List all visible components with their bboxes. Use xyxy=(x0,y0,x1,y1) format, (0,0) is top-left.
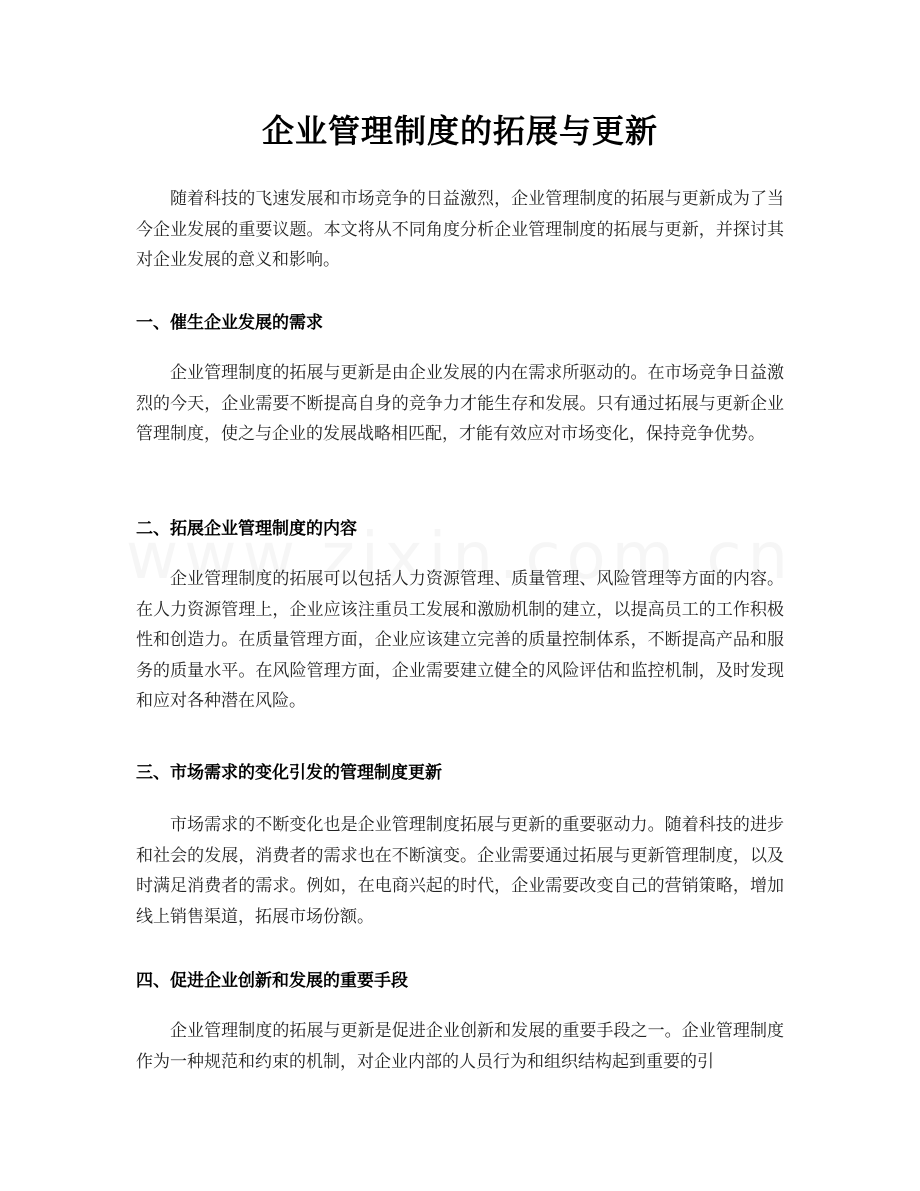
section-heading-1: 一、催生企业发展的需求 xyxy=(136,313,323,333)
section-heading-3: 三、市场需求的变化引发的管理制度更新 xyxy=(136,763,442,783)
section-heading-4: 四、促进企业创新和发展的重要手段 xyxy=(136,971,408,991)
section-heading-2: 二、拓展企业管理制度的内容 xyxy=(136,519,357,539)
section-body-4: 企业管理制度的拓展与更新是促进企业创新和发展的重要手段之一。企业管理制度作为一种规范和约束的机制，对企业内部的人员行为和组织结构起到重要的引 xyxy=(136,1021,784,1072)
section-body-2: 企业管理制度的拓展可以包括人力资源管理、质量管理、风险管理等方面的内容。在人力资源管理上，企业应该注重员工发展和激励机制的建立，以提高员工的工作积极性和创造力。在质量管理方面，企业应该建立完善的质量控制体系，不断提高产品和服务的质量水平。在风险管理方面，企业需要建立健全的风险评估和监控机制，及时发现和应对各种潜在风险。 xyxy=(136,569,784,711)
section-body-3: 市场需求的不断变化也是企业管理制度拓展与更新的重要驱动力。随着科技的进步和社会的发展，消费者的需求也在不断演变。企业需要通过拓展与更新管理制度，以及时满足消费者的需求。例如，在电商兴起的时代，企业需要改变自己的营销策略，增加线上销售渠道，拓展市场份额。 xyxy=(136,815,784,927)
section-body-1: 企业管理制度的拓展与更新是由企业发展的内在需求所驱动的。在市场竞争日益激烈的今天，企业需要不断提高自身的竞争力才能生存和发展。只有通过拓展与更新企业管理制度，使之与企业的发展战略相匹配，才能有效应对市场变化，保持竞争优势。 xyxy=(136,363,784,444)
intro-paragraph: 随着科技的飞速发展和市场竞争的日益激烈，企业管理制度的拓展与更新成为了当今企业发展的重要议题。本文将从不同角度分析企业管理制度的拓展与更新，并探讨其对企业发展的意义和影响。 xyxy=(136,189,784,270)
page-title: 企业管理制度的拓展与更新 xyxy=(261,112,658,150)
